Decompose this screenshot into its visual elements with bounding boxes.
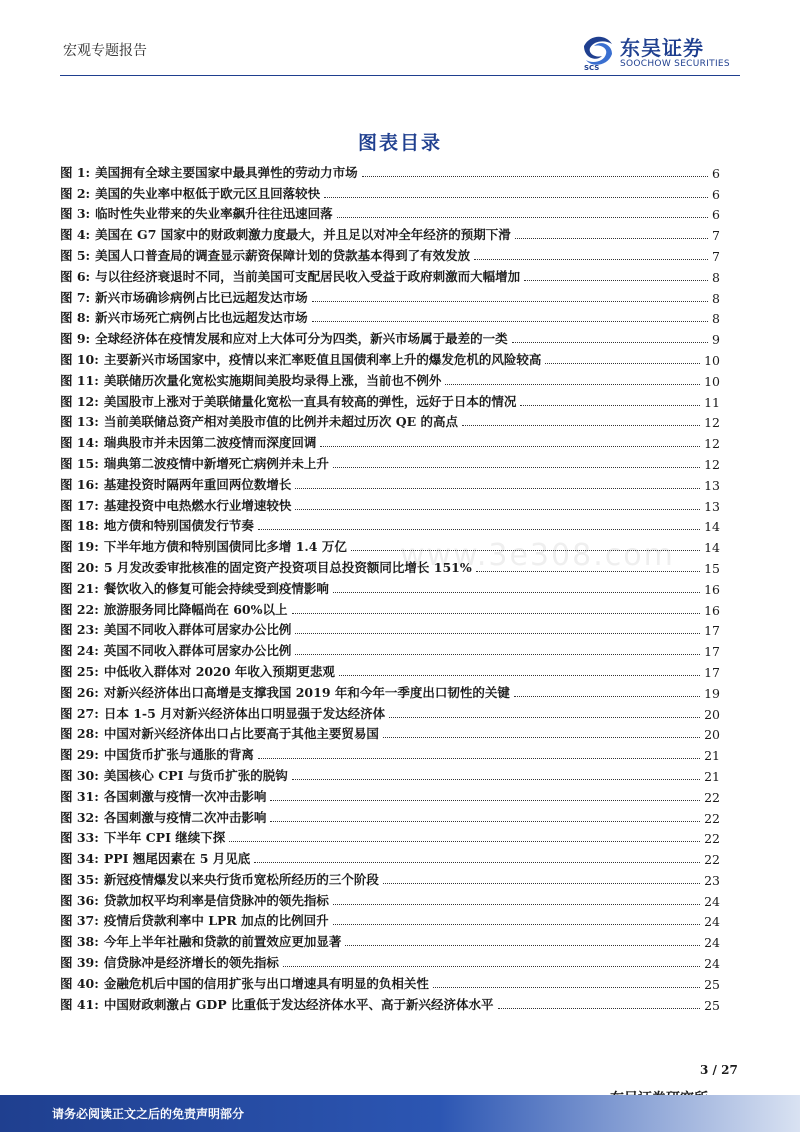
logo-name-en: SOOCHOW SECURITIES <box>620 59 730 69</box>
toc-entry-label: 图 40: <box>60 975 99 991</box>
toc-entry-text: 美国核心 CPI 与货币扩张的脱钩 <box>103 767 288 783</box>
toc-entry-page: 19 <box>704 685 720 701</box>
toc-entry-label: 图 17: <box>60 497 99 513</box>
toc-entry-page: 16 <box>704 602 720 618</box>
toc-entry-text: 中国对新兴经济体出口占比要高于其他主要贸易国 <box>103 726 379 742</box>
toc-entry-page: 20 <box>704 706 720 722</box>
toc-entry-page: 7 <box>712 248 720 264</box>
toc-entry[interactable] <box>60 909 720 930</box>
toc-entry-text: 今年上半年社融和贷款的前置效应更加显著 <box>103 934 342 950</box>
toc-entry-text: 英国不同收入群体可居家办公比例 <box>103 643 292 659</box>
toc-entry-text: 中国财政刺激占 GDP 比重低于发达经济体水平、高于新兴经济体水平 <box>103 996 494 1012</box>
toc-list <box>60 160 720 1013</box>
toc-entry[interactable] <box>60 451 720 472</box>
toc-entry-leader <box>337 217 708 218</box>
toc-entry[interactable] <box>60 160 720 181</box>
toc-entry[interactable] <box>60 680 720 701</box>
toc-entry-text: 贷款加权平均利率是信贷脉冲的领先指标 <box>103 892 329 908</box>
toc-entry-label: 图 15: <box>60 455 99 471</box>
toc-entry-text: 基建投资时隔两年重回两位数增长 <box>103 476 292 492</box>
toc-entry-page: 10 <box>704 373 720 389</box>
toc-entry-label: 图 39: <box>60 955 99 971</box>
toc-entry-leader <box>498 1008 701 1009</box>
watermark: www.3e308.com <box>400 538 675 573</box>
toc-entry-text: 美国股市上涨对于美联储量化宽松一直具有较高的弹性，远好于日本的情况 <box>103 393 517 409</box>
toc-entry-leader <box>312 301 708 302</box>
toc-entry[interactable] <box>60 202 720 223</box>
toc-entry[interactable] <box>60 929 720 950</box>
toc-entry-leader <box>292 779 700 780</box>
toc-entry[interactable] <box>60 826 720 847</box>
toc-entry-text: 美国拥有全球主要国家中最具弹性的劳动力市场 <box>95 164 358 180</box>
toc-entry-page: 17 <box>704 644 720 660</box>
toc-entry-leader <box>333 592 700 593</box>
toc-entry-label: 图 23: <box>60 622 99 638</box>
toc-entry-leader <box>339 675 700 676</box>
page-number: 3 / 27 <box>700 1063 738 1077</box>
toc-entry-label: 图 10: <box>60 351 99 367</box>
toc-entry-label: 图 34: <box>60 851 99 867</box>
toc-entry-label: 图 8: <box>60 310 91 326</box>
toc-entry-text: 中低收入群体对 2020 年收入预期更悲观 <box>103 663 335 679</box>
toc-entry-label: 图 5: <box>60 247 91 263</box>
toc-entry[interactable] <box>60 326 720 347</box>
toc-entry-leader <box>514 696 700 697</box>
toc-entry[interactable] <box>60 659 720 680</box>
toc-entry-leader <box>258 758 700 759</box>
toc-entry-leader <box>333 924 700 925</box>
toc-entry-label: 图 38: <box>60 934 99 950</box>
toc-entry-page: 12 <box>704 456 720 472</box>
toc-entry[interactable] <box>60 576 720 597</box>
toc-entry-leader <box>333 467 700 468</box>
toc-entry-page: 8 <box>712 269 720 285</box>
toc-entry[interactable] <box>60 992 720 1013</box>
toc-entry-label: 图 32: <box>60 809 99 825</box>
toc-entry-label: 图 7: <box>60 289 91 305</box>
toc-entry-leader <box>295 509 700 510</box>
toc-entry[interactable] <box>60 181 720 202</box>
toc-entry-leader <box>295 633 700 634</box>
toc-entry[interactable] <box>60 701 720 722</box>
toc-entry-text: 中国货币扩张与通胀的背离 <box>103 747 254 763</box>
toc-entry-page: 6 <box>712 207 720 223</box>
toc-entry[interactable] <box>60 410 720 431</box>
toc-entry-leader <box>383 737 700 738</box>
toc-entry[interactable] <box>60 430 720 451</box>
toc-entry-label: 图 13: <box>60 414 99 430</box>
toc-entry[interactable] <box>60 805 720 826</box>
footer-disclaimer: 请务必阅读正文之后的免责声明部分 <box>52 1107 245 1121</box>
toc-entry-label: 图 9: <box>60 331 91 347</box>
toc-entry-page: 24 <box>704 935 720 951</box>
toc-entry-leader <box>258 529 700 530</box>
toc-entry[interactable] <box>60 597 720 618</box>
toc-entry-page: 25 <box>704 976 720 992</box>
toc-entry[interactable] <box>60 243 720 264</box>
toc-entry[interactable] <box>60 888 720 909</box>
footer-bar <box>0 1095 800 1132</box>
toc-entry-label: 图 6: <box>60 268 91 284</box>
toc-title: 图表目录 <box>357 132 442 154</box>
company-logo <box>580 30 750 76</box>
toc-entry-text: 新兴市场死亡病例占比也远超发达市场 <box>95 310 308 326</box>
toc-entry[interactable] <box>60 493 720 514</box>
toc-entry-text: 新冠疫情爆发以来央行货币宽松所经历的三个阶段 <box>103 871 379 887</box>
toc-entry-leader <box>270 821 700 822</box>
toc-entry-page: 23 <box>704 872 720 888</box>
toc-entry[interactable] <box>60 472 720 493</box>
toc-entry-page: 6 <box>712 165 720 181</box>
toc-entry-label: 图 41: <box>60 996 99 1012</box>
toc-entry-text: PPI 翘尾因素在 5 月见底 <box>103 851 251 867</box>
toc-entry-label: 图 11: <box>60 372 99 388</box>
toc-entry-leader <box>520 405 700 406</box>
toc-entry-label: 图 12: <box>60 393 99 409</box>
toc-entry[interactable] <box>60 867 720 888</box>
toc-entry-text: 下半年 CPI 继续下探 <box>103 830 226 846</box>
toc-entry-page: 24 <box>704 956 720 972</box>
toc-entry-text: 5 月发改委审批核准的固定资产投资项目总投资额同比增长 151% <box>103 559 472 575</box>
toc-entry-page: 12 <box>704 436 720 452</box>
toc-entry-leader <box>292 613 701 614</box>
toc-entry-page: 6 <box>712 186 720 202</box>
toc-entry-leader <box>345 945 700 946</box>
toc-entry-text: 瑞典股市并未因第二波疫情而深度回调 <box>103 435 317 451</box>
toc-entry-label: 图 36: <box>60 892 99 908</box>
toc-entry-label: 图 27: <box>60 705 99 721</box>
toc-entry-leader <box>283 966 700 967</box>
toc-entry-page: 9 <box>712 332 720 348</box>
toc-entry-leader <box>270 800 700 801</box>
toc-entry-label: 图 33: <box>60 830 99 846</box>
toc-entry[interactable] <box>60 618 720 639</box>
logo-mark-text: SCS <box>584 64 600 72</box>
toc-entry-leader <box>383 883 700 884</box>
toc-entry-label: 图 31: <box>60 788 99 804</box>
toc-entry-text: 美国的失业率中枢低于欧元区且回落较快 <box>95 185 321 201</box>
toc-entry-label: 图 30: <box>60 767 99 783</box>
toc-entry-page: 7 <box>712 228 720 244</box>
toc-entry-text: 主要新兴市场国家中，疫情以来汇率贬值且国债利率上升的爆发危机的风险较高 <box>103 351 542 367</box>
toc-entry-text: 金融危机后中国的信用扩张与出口增速具有明显的负相关性 <box>103 975 429 991</box>
toc-entry-label: 图 29: <box>60 747 99 763</box>
toc-entry-text: 地方债和特别国债发行节奏 <box>103 518 254 534</box>
toc-entry[interactable] <box>60 722 720 743</box>
toc-entry-leader <box>333 904 700 905</box>
toc-entry-page: 13 <box>704 498 720 514</box>
toc-entry-leader <box>433 987 700 988</box>
toc-entry-leader <box>295 488 700 489</box>
toc-entry[interactable] <box>60 306 720 327</box>
toc-entry-page: 8 <box>712 290 720 306</box>
toc-entry-text: 临时性失业带来的失业率飙升往往迅速回落 <box>95 206 333 222</box>
toc-entry-page: 24 <box>704 893 720 909</box>
toc-entry-leader <box>362 176 708 177</box>
toc-entry[interactable] <box>60 742 720 763</box>
toc-entry-page: 22 <box>704 831 720 847</box>
toc-entry-text: 瑞典第二波疫情中新增死亡病例并未上升 <box>103 455 329 471</box>
toc-entry-page: 17 <box>704 623 720 639</box>
toc-entry-page: 22 <box>704 810 720 826</box>
toc-entry-page: 20 <box>704 727 720 743</box>
toc-entry-text: 各国刺激与疫情二次冲击影响 <box>103 809 267 825</box>
toc-entry-label: 图 22: <box>60 601 99 617</box>
toc-entry[interactable] <box>60 846 720 867</box>
toc-entry-text: 各国刺激与疫情一次冲击影响 <box>103 788 267 804</box>
toc-entry[interactable] <box>60 784 720 805</box>
toc-entry[interactable] <box>60 285 720 306</box>
toc-entry-leader <box>324 197 708 198</box>
toc-entry-leader <box>545 363 700 364</box>
toc-entry-text: 美国人口普查局的调查显示薪资保障计划的贷款基本得到了有效发放 <box>95 247 471 263</box>
toc-entry-label: 图 20: <box>60 559 99 575</box>
toc-entry-text: 旅游服务同比降幅尚在 60%以上 <box>103 601 288 617</box>
toc-entry-leader <box>474 259 708 260</box>
toc-entry[interactable] <box>60 763 720 784</box>
toc-entry-page: 21 <box>704 748 720 764</box>
toc-entry-page: 10 <box>704 352 720 368</box>
toc-entry[interactable] <box>60 971 720 992</box>
toc-entry-text: 当前美联储总资产相对美股市值的比例并未超过历次 QE 的高点 <box>103 414 458 430</box>
toc-entry-label: 图 21: <box>60 580 99 596</box>
toc-entry[interactable] <box>60 638 720 659</box>
toc-entry-page: 8 <box>712 311 720 327</box>
toc-entry-label: 图 16: <box>60 476 99 492</box>
toc-entry-label: 图 1: <box>60 164 91 180</box>
toc-entry-page: 25 <box>704 997 720 1013</box>
toc-entry-text: 与以往经济衰退时不同，当前美国可支配居民收入受益于政府刺激而大幅增加 <box>95 268 521 284</box>
toc-entry-text: 新兴市场确诊病例占比已远超发达市场 <box>95 289 308 305</box>
toc-entry[interactable] <box>60 950 720 971</box>
toc-entry-label: 图 28: <box>60 726 99 742</box>
toc-entry-leader <box>524 280 708 281</box>
toc-entry-text: 美联储历次量化宽松实施期间美股均录得上涨，当前也不例外 <box>103 372 442 388</box>
toc-entry-page: 17 <box>704 664 720 680</box>
toc-entry[interactable] <box>60 368 720 389</box>
toc-entry-leader <box>320 446 700 447</box>
toc-entry-label: 图 19: <box>60 539 99 555</box>
toc-entry-text: 信贷脉冲是经济增长的领先指标 <box>103 955 279 971</box>
toc-entry[interactable] <box>60 389 720 410</box>
toc-entry-page: 13 <box>704 477 720 493</box>
toc-entry-text: 美国不同收入群体可居家办公比例 <box>103 622 292 638</box>
toc-entry-label: 图 3: <box>60 206 91 222</box>
toc-entry-page: 22 <box>704 852 720 868</box>
toc-entry-page: 16 <box>704 581 720 597</box>
toc-entry-text: 对新兴经济体出口高增是支撑我国 2019 年和今年一季度出口韧性的关键 <box>103 684 510 700</box>
toc-entry-label: 图 14: <box>60 435 99 451</box>
toc-entry-leader <box>295 654 700 655</box>
toc-entry[interactable] <box>60 514 720 535</box>
toc-entry-leader <box>515 238 708 239</box>
toc-entry-leader <box>462 425 700 426</box>
toc-entry-page: 12 <box>704 415 720 431</box>
toc-entry-page: 14 <box>704 540 720 556</box>
toc-entry-page: 22 <box>704 789 720 805</box>
toc-entry-text: 基建投资中电热燃水行业增速较快 <box>103 497 292 513</box>
toc-entry-label: 图 26: <box>60 684 99 700</box>
toc-entry-label: 图 24: <box>60 643 99 659</box>
report-type-label: 宏观专题报告 <box>63 43 147 59</box>
toc-entry-page: 15 <box>704 560 720 576</box>
header-divider <box>60 75 740 76</box>
toc-entry-leader <box>229 841 700 842</box>
toc-entry-leader <box>512 342 708 343</box>
toc-entry-text: 美国在 G7 国家中的财政刺激力度最大，并且足以对冲全年经济的预期下滑 <box>95 227 511 243</box>
toc-entry-page: 11 <box>704 394 720 410</box>
toc-entry-page: 21 <box>704 768 720 784</box>
toc-entry-text: 下半年地方债和特别国债同比多增 1.4 万亿 <box>103 539 347 555</box>
toc-entry-text: 全球经济体在疫情发展和应对上大体可分为四类，新兴市场属于最差的一类 <box>95 331 508 347</box>
toc-entry-text: 疫情后贷款利率中 LPR 加点的比例回升 <box>103 913 329 929</box>
toc-entry-label: 图 37: <box>60 913 99 929</box>
toc-entry-text: 日本 1-5 月对新兴经济体出口明显强于发达经济体 <box>103 705 386 721</box>
toc-entry[interactable] <box>60 347 720 368</box>
toc-entry-label: 图 25: <box>60 663 99 679</box>
toc-entry-leader <box>254 862 700 863</box>
toc-entry-page: 24 <box>704 914 720 930</box>
toc-entry-label: 图 4: <box>60 227 91 243</box>
toc-entry-label: 图 2: <box>60 185 91 201</box>
logo-name-cn: 东吴证券 <box>620 36 704 60</box>
toc-entry-leader <box>445 384 700 385</box>
toc-entry[interactable] <box>60 264 720 285</box>
toc-entry-leader <box>389 717 700 718</box>
toc-entry-label: 图 18: <box>60 518 99 534</box>
toc-entry-leader <box>312 321 708 322</box>
toc-entry[interactable] <box>60 222 720 243</box>
toc-entry-label: 图 35: <box>60 871 99 887</box>
toc-entry-text: 餐饮收入的修复可能会持续受到疫情影响 <box>103 580 329 596</box>
toc-entry-page: 14 <box>704 519 720 535</box>
soochow-logo-icon <box>580 32 616 72</box>
